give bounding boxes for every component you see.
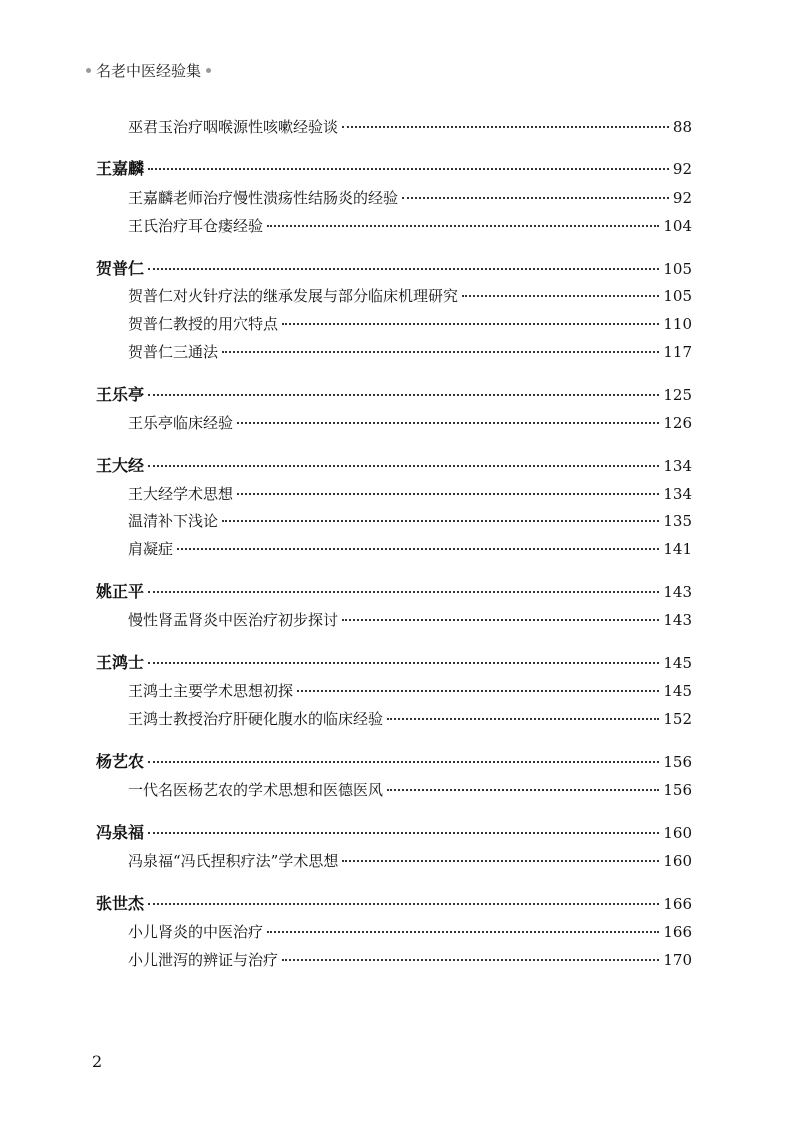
toc-entry-title: 贺普仁教授的用穴特点 (128, 315, 279, 333)
toc-entry-page: 160 (663, 852, 692, 870)
toc-entry-title: 贺普仁对火针疗法的继承发展与部分临床机理研究 (128, 287, 459, 305)
toc-entry-title: 杨艺农 (96, 752, 145, 771)
toc-article-entry (128, 538, 692, 559)
toc-entry-title: 王鸿士主要学术思想初探 (128, 682, 294, 700)
toc-entry-title: 王乐亭 (96, 385, 145, 404)
toc-article-entry (128, 116, 692, 137)
dot-leader (148, 662, 659, 664)
dot-leader (148, 394, 659, 396)
dot-leader (282, 959, 659, 961)
dot-leader (402, 197, 669, 199)
toc-entry-title: 一代名医杨艺农的学术思想和医德医风 (128, 781, 384, 799)
dot-leader (267, 225, 659, 227)
toc-entry-page: 170 (663, 951, 692, 969)
toc-entry-title: 王嘉麟 (96, 159, 145, 178)
page-number: 2 (92, 1052, 103, 1071)
header-title: 名老中医经验集 (96, 62, 202, 80)
toc-entry-page: 166 (663, 895, 692, 913)
toc-entry-page: 117 (663, 343, 692, 361)
toc-entry-page: 145 (663, 654, 692, 672)
toc-entry-page: 105 (663, 260, 692, 278)
toc-article-entry (128, 609, 692, 630)
dot-leader (267, 931, 659, 933)
toc-author-entry (96, 820, 692, 843)
toc-entry-title: 王大经学术思想 (128, 485, 234, 503)
toc-author-entry (96, 650, 692, 673)
toc-article-entry (128, 850, 692, 871)
dot-leader (342, 126, 669, 128)
dot-leader (148, 168, 669, 170)
running-header (86, 60, 211, 81)
dot-leader (297, 690, 659, 692)
toc-entry-page: 152 (663, 710, 692, 728)
toc-entry-page: 125 (663, 386, 692, 404)
toc-author-entry (96, 382, 692, 405)
toc-entry-page: 105 (663, 287, 692, 305)
toc-entry-title: 贺普仁 (96, 259, 145, 278)
toc-entry-title: 温清补下浅论 (128, 512, 219, 530)
toc-entry-page: 156 (663, 753, 692, 771)
toc-entry-title: 王乐亭临床经验 (128, 414, 234, 432)
toc-entry-title: 巫君玉治疗咽喉源性咳嗽经验谈 (128, 118, 339, 136)
toc-entry-page: 134 (663, 485, 692, 503)
toc-author-entry (96, 749, 692, 772)
toc-entry-page: 160 (663, 824, 692, 842)
toc-entry-page: 92 (672, 160, 692, 178)
bullet-dot-icon (86, 68, 91, 73)
dot-leader (148, 832, 659, 834)
dot-leader (222, 351, 659, 353)
toc-entry-title: 慢性肾盂肾炎中医治疗初步探讨 (128, 611, 339, 629)
dot-leader (148, 591, 659, 593)
toc-entry-title: 王鸿士教授治疗肝硬化腹水的临床经验 (128, 710, 384, 728)
toc-author-entry (96, 453, 692, 476)
dot-leader (237, 422, 659, 424)
toc-entry-title: 王鸿士 (96, 653, 145, 672)
dot-leader (462, 295, 659, 297)
toc-author-entry (96, 891, 692, 914)
toc-entry-page: 92 (672, 189, 692, 207)
toc-entry-title: 小儿肾炎的中医治疗 (128, 923, 264, 941)
toc-article-entry (128, 412, 692, 433)
toc-entry-page: 141 (663, 540, 692, 558)
dot-leader (387, 718, 659, 720)
dot-leader (177, 548, 659, 550)
toc-entry-title: 冯泉福“冯氏捏积疗法”学术思想 (128, 852, 339, 870)
toc-entry-page: 110 (663, 315, 692, 333)
toc-entry-page: 88 (672, 118, 692, 136)
toc-entry-title: 张世杰 (96, 894, 145, 913)
toc-author-entry (96, 156, 692, 179)
toc-author-entry (96, 579, 692, 602)
dot-leader (148, 465, 659, 467)
toc-article-entry (128, 949, 692, 970)
toc-article-entry (128, 285, 692, 306)
toc-article-entry (128, 313, 692, 334)
toc-article-entry (128, 779, 692, 800)
toc-article-entry (128, 215, 692, 236)
toc-entry-title: 姚正平 (96, 582, 145, 601)
dot-leader (222, 520, 659, 522)
toc-entry-page: 156 (663, 781, 692, 799)
toc-entry-page: 143 (663, 583, 692, 601)
dot-leader (387, 789, 659, 791)
toc-author-entry (96, 256, 692, 279)
toc-entry-title: 王嘉麟老师治疗慢性溃疡性结肠炎的经验 (128, 189, 399, 207)
toc-entry-page: 134 (663, 457, 692, 475)
toc-article-entry (128, 680, 692, 701)
toc-entry-page: 104 (663, 217, 692, 235)
bullet-dot-icon (206, 68, 211, 73)
toc-entry-page: 145 (663, 682, 692, 700)
dot-leader (148, 268, 659, 270)
dot-leader (342, 619, 659, 621)
toc-entry-page: 135 (663, 512, 692, 530)
dot-leader (342, 860, 659, 862)
toc-entry-page: 166 (663, 923, 692, 941)
toc-article-entry (128, 708, 692, 729)
toc-article-entry (128, 510, 692, 531)
toc-entry-title: 贺普仁三通法 (128, 343, 219, 361)
toc-article-entry (128, 187, 692, 208)
dot-leader (282, 323, 659, 325)
toc-entry-title: 冯泉福 (96, 823, 145, 842)
dot-leader (148, 903, 659, 905)
toc-article-entry (128, 341, 692, 362)
toc-entry-page: 143 (663, 611, 692, 629)
toc-entry-title: 王氏治疗耳仓瘘经验 (128, 217, 264, 235)
toc-article-entry (128, 483, 692, 504)
dot-leader (237, 493, 659, 495)
toc-entry-page: 126 (663, 414, 692, 432)
toc-entry-title: 小儿泄泻的辨证与治疗 (128, 951, 279, 969)
dot-leader (148, 761, 659, 763)
toc-entry-title: 王大经 (96, 456, 145, 475)
toc-entry-title: 肩凝症 (128, 540, 174, 558)
toc-article-entry (128, 921, 692, 942)
